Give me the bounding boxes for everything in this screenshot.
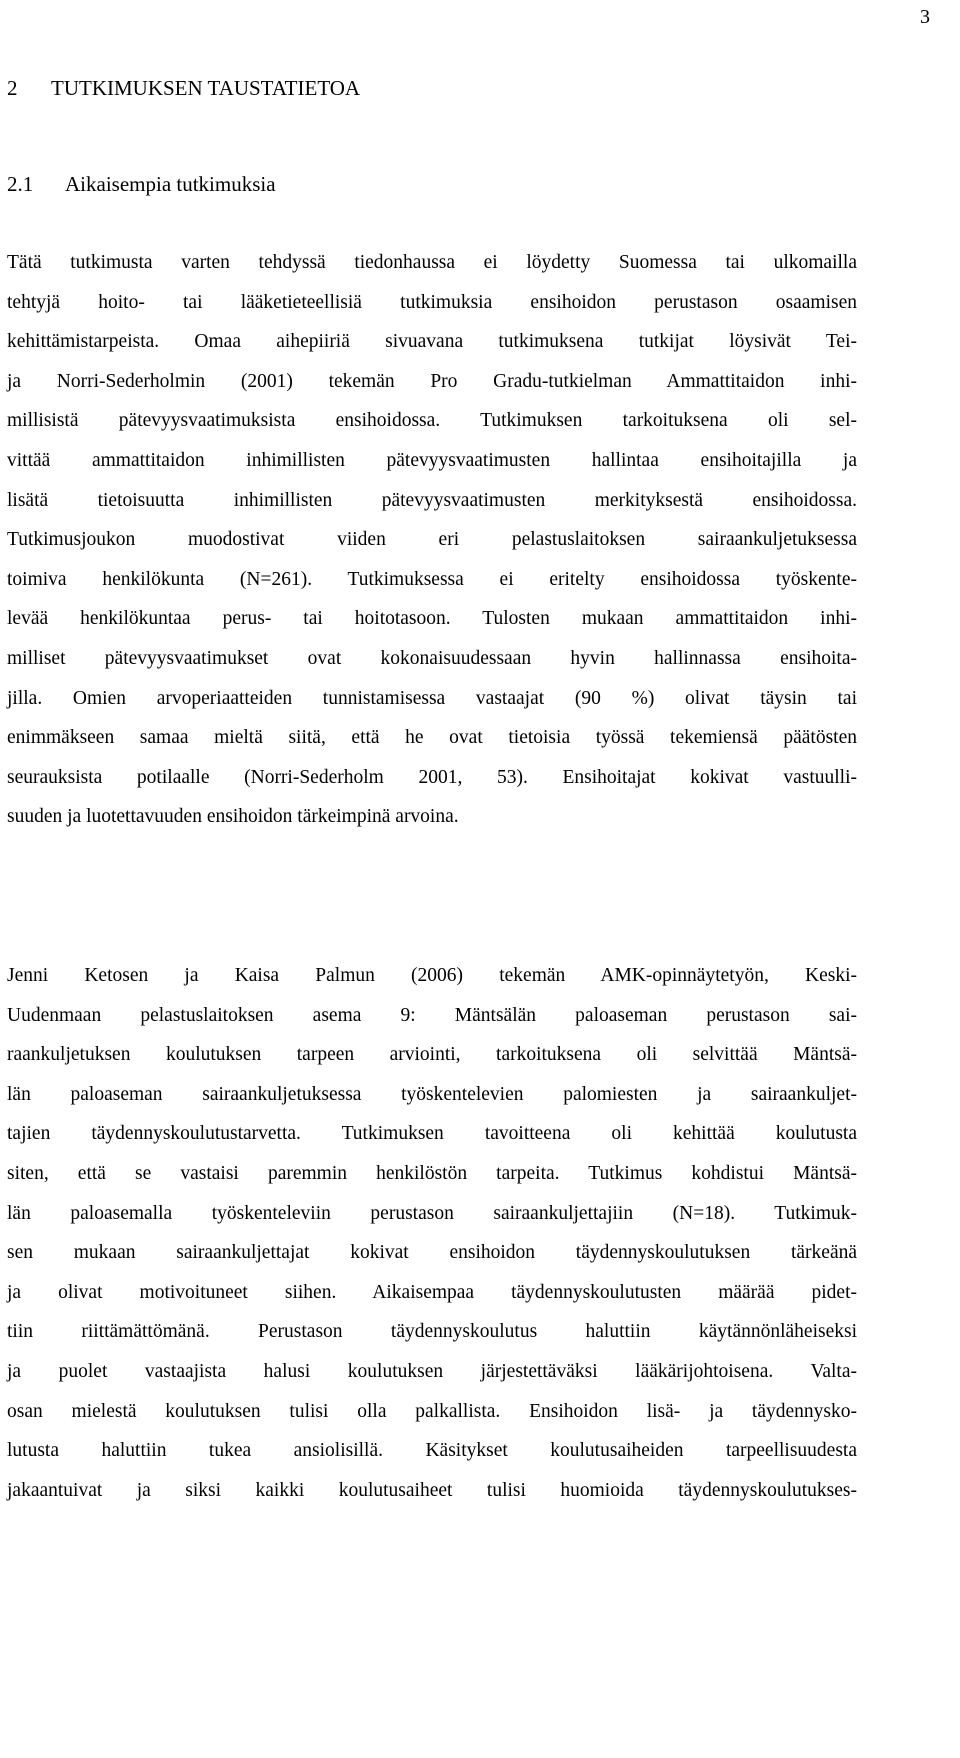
paragraph-line: millisistä pätevyysvaatimuksista ensihoidossa. Tutkimuksen tarkoituksena oli sel-	[7, 410, 857, 432]
paragraph-line: suuden ja luotettavuuden ensihoidon tärkeimpinä arvoina.	[7, 806, 459, 828]
paragraph-line: län paloasemalla työskenteleviin perustason sairaankuljettajiin (N=18). Tutkimuk-	[7, 1202, 857, 1224]
paragraph-line: enimmäkseen samaa mieltä siitä, että he ovat tietoisia työssä tekemiensä päätösten	[7, 727, 857, 749]
paragraph-line: levää henkilökuntaa perus- tai hoitotasoon. Tulosten mukaan ammattitaidon inhi-	[7, 608, 857, 630]
body-paragraph-1	[7, 243, 857, 837]
paragraph-line: siten, että se vastaisi paremmin henkilöstön tarpeita. Tutkimus kohdistui Mäntsä-	[7, 1162, 857, 1184]
paragraph-line: Jenni Ketosen ja Kaisa Palmun (2006) tekemän AMK-opinnäytetyön, Keski-	[7, 965, 857, 986]
chapter-title: TUTKIMUKSEN TAUSTATIETOA	[51, 76, 361, 100]
chapter-number: 2	[7, 76, 18, 100]
paragraph-line: jakaantuivat ja siksi kaikki koulutusaiheet tulisi huomioida täydennyskoulutukses-	[7, 1479, 857, 1501]
paragraph-line: seurauksista potilaalle (Norri-Sederholm 2001, 53). Ensihoitajat kokivat vastuulli-	[7, 766, 857, 788]
paragraph-line: ja Norri-Sederholmin (2001) tekemän Pro Gradu-tutkielman Ammattitaidon inhi-	[7, 370, 857, 392]
section-number: 2.1	[7, 172, 34, 196]
paragraph-line: län paloaseman sairaankuljetuksessa työskentelevien palomiesten ja sairaankuljet-	[7, 1083, 857, 1105]
body-paragraph-2	[7, 956, 857, 1510]
paragraph-line: toimiva henkilökunta (N=261). Tutkimuksessa ei eritelty ensihoidossa työskente-	[7, 568, 857, 590]
section-title: Aikaisempia tutkimuksia	[65, 172, 276, 196]
paragraph-line: Uudenmaan pelastuslaitoksen asema 9: Mäntsälän paloaseman perustason sai-	[7, 1004, 857, 1026]
paragraph-line: vittää ammattitaidon inhimillisten pätevyysvaatimusten hallintaa ensihoitajilla ja	[7, 449, 857, 471]
paragraph-line: lutusta haluttiin tukea ansiolisillä. Käsitykset koulutusaiheiden tarpeellisuudesta	[7, 1440, 857, 1462]
chapter-heading	[7, 74, 360, 102]
paragraph-line: Tutkimusjoukon muodostivat viiden eri pelastuslaitoksen sairaankuljetuksessa	[7, 529, 857, 551]
paragraph-line: osan mielestä koulutuksen tulisi olla palkallista. Ensihoidon lisä- ja täydennysko-	[7, 1400, 857, 1422]
page-number: 3	[920, 6, 930, 28]
paragraph-line: tajien täydennyskoulutustarvetta. Tutkimuksen tavoitteena oli kehittää koulutusta	[7, 1123, 857, 1145]
paragraph-line: sen mukaan sairaankuljettajat kokivat ensihoidon täydennyskoulutuksen tärkeänä	[7, 1242, 857, 1264]
paragraph-line: raankuljetuksen koulutuksen tarpeen arviointi, tarkoituksena oli selvittää Mäntsä-	[7, 1044, 857, 1066]
paragraph-line: ja puolet vastaajista halusi koulutuksen järjestettäväksi lääkärijohtoisena. Valta-	[7, 1360, 857, 1382]
paragraph-line: jilla. Omien arvoperiaatteiden tunnistamisessa vastaajat (90 %) olivat täysin tai	[7, 687, 857, 709]
paragraph-line: ja olivat motivoituneet siihen. Aikaisempaa täydennyskoulutusten määrää pidet-	[7, 1281, 857, 1303]
paragraph-line: lisätä tietoisuutta inhimillisten pätevyysvaatimusten merkityksestä ensihoidossa.	[7, 489, 857, 511]
paragraph-line: kehittämistarpeista. Omaa aihepiiriä sivuavana tutkimuksena tutkijat löysivät Tei-	[7, 331, 857, 353]
paragraph-line: Tätä tutkimusta varten tehdyssä tiedonhaussa ei löydetty Suomessa tai ulkomailla	[7, 252, 857, 273]
section-heading	[7, 170, 276, 198]
paragraph-line: milliset pätevyysvaatimukset ovat kokonaisuudessaan hyvin hallinnassa ensihoita-	[7, 647, 857, 669]
paragraph-line: tehtyjä hoito- tai lääketieteellisiä tutkimuksia ensihoidon perustason osaamisen	[7, 291, 857, 313]
paragraph-line: tiin riittämättömänä. Perustason täydennyskoulutus haluttiin käytännönläheiseksi	[7, 1321, 857, 1343]
